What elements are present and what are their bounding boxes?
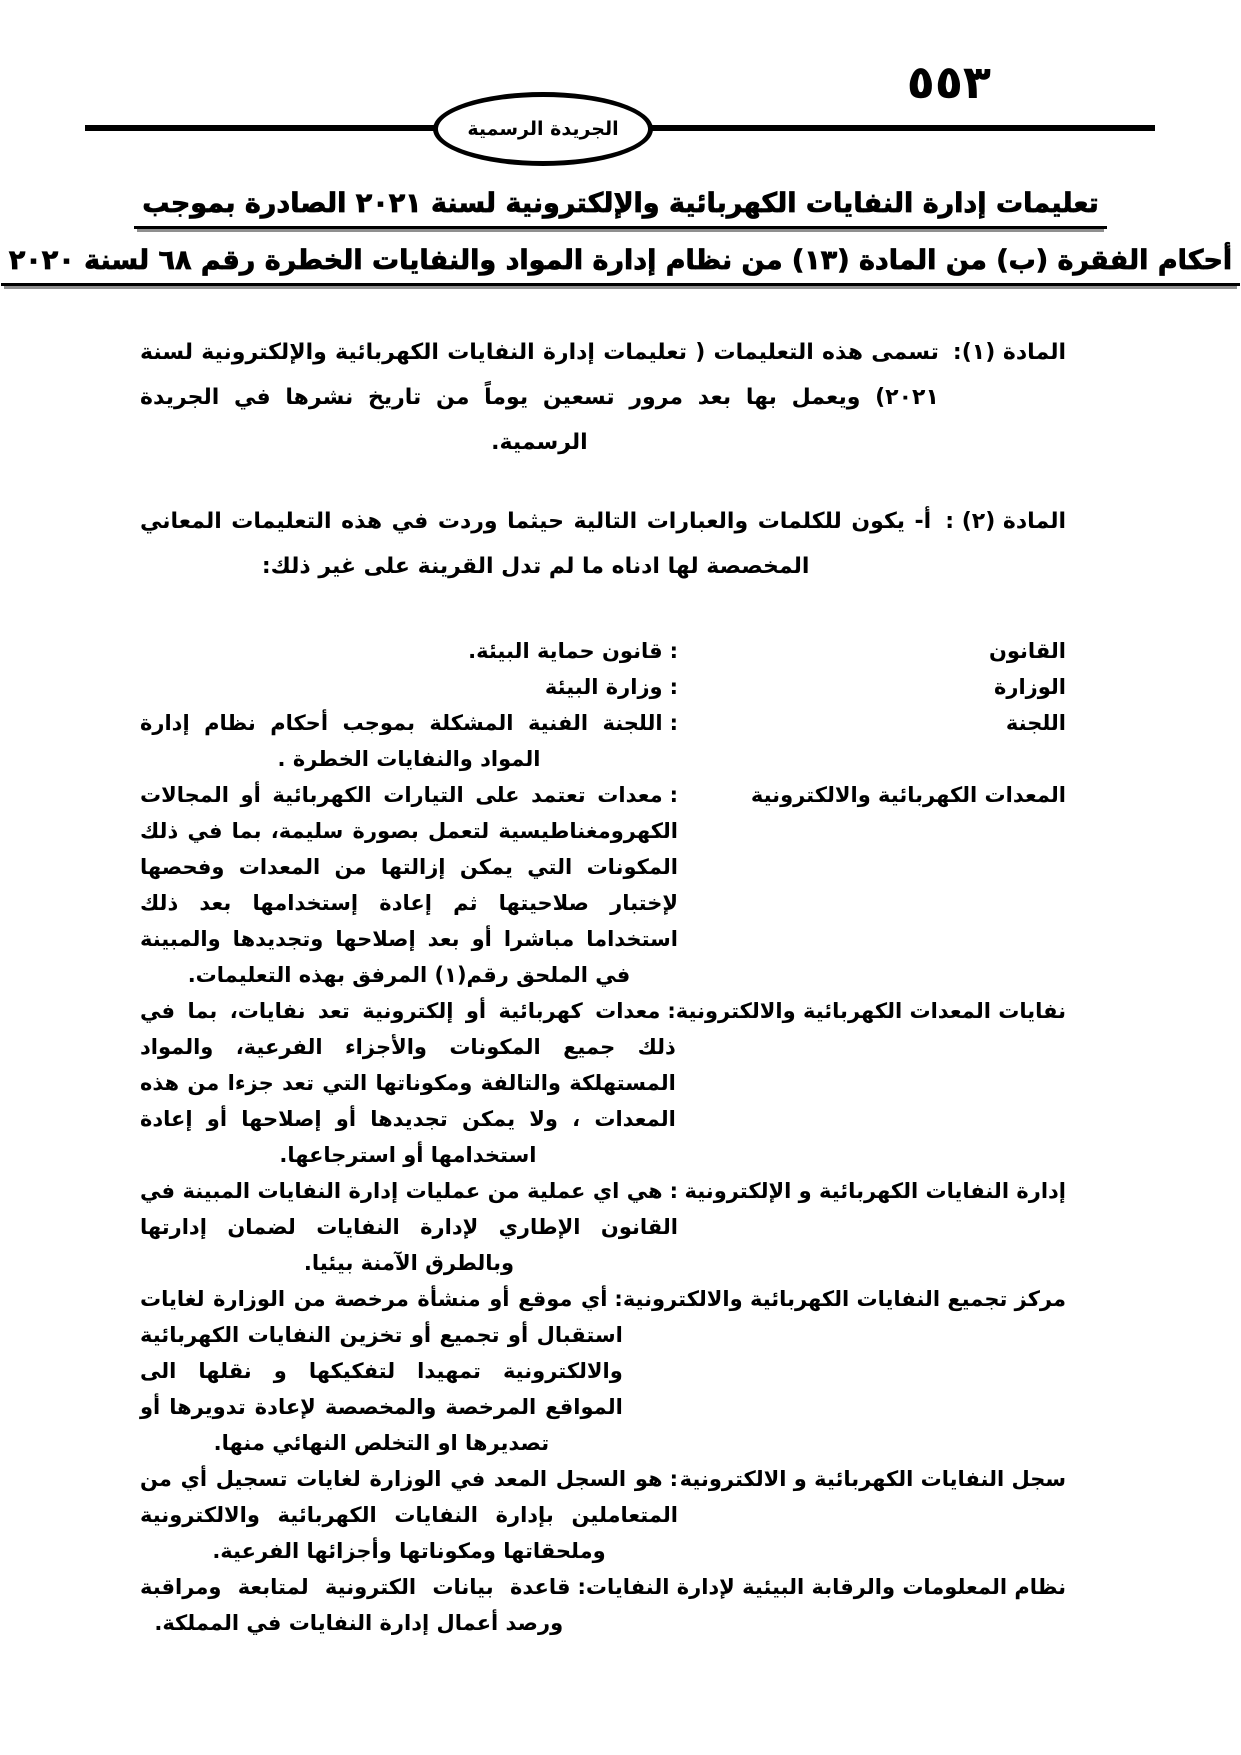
- definition-separator: :: [669, 1179, 678, 1203]
- definition-row: [140, 993, 1066, 1173]
- definitions-list: [140, 633, 1066, 1641]
- definition-text: أي موقع أو منشأة مرخصة من الوزارة لغايات استقبال أو تجميع أو تخزين النفايات الكهربائية والالكترونية تمهيدا لتفكيكها و نقلها الى المواقع المرخصة والمخصصة لإعادة تدويرها أو تصديرها او التخلص النهائي منها.: [140, 1287, 623, 1455]
- definition-term: مركز تجميع النفايات الكهربائية والالكترونية: [622, 1287, 1066, 1311]
- definition-term: نظام المعلومات والرقابة البيئية لإدارة النفايات:: [577, 1575, 1066, 1599]
- gazette-logo: [433, 92, 653, 166]
- definition-term: القانون: [988, 639, 1066, 663]
- article-1-text: تسمى هذه التعليمات ( تعليمات إدارة النفايات الكهربائية والإلكترونية لسنة ٢٠٢١) ويعمل بها بعد مرور تسعين يوماً من تاريخ نشرها في الجريدة الرسمية.: [140, 340, 939, 455]
- definition-separator: :: [614, 1287, 623, 1311]
- article-1: [140, 330, 1066, 465]
- definition-body: [140, 1461, 678, 1569]
- definition-row: [140, 633, 1066, 669]
- definition-term: اللجنة: [1005, 711, 1066, 735]
- definition-row: [140, 1569, 1066, 1641]
- definition-text: قاعدة بيانات الكترونية لمتابعة ومراقبة ورصد أعمال إدارة النفايات في المملكة.: [140, 1575, 571, 1635]
- definition-body: [140, 1569, 577, 1641]
- title-line-1: تعليمات إدارة النفايات الكهربائية والإلكترونية لسنة ٢٠٢١ الصادرة بموجب: [134, 188, 1107, 229]
- definition-row: [140, 669, 1066, 705]
- definition-row: [140, 777, 1066, 993]
- definition-body: [140, 705, 678, 777]
- definition-term: سجل النفايات الكهربائية و الالكترونية: [679, 1467, 1066, 1491]
- definition-separator: :: [669, 675, 678, 699]
- article-2: [140, 499, 1066, 589]
- definition-separator: :: [669, 711, 678, 735]
- document-title: [0, 188, 1241, 302]
- definition-separator: :: [667, 999, 676, 1023]
- definition-term: المعدات الكهربائية والالكترونية: [750, 783, 1066, 807]
- article-1-label: المادة (١):: [952, 340, 1066, 365]
- title-line-2: أحكام الفقرة (ب) من المادة (١٣) من نظام إدارة المواد والنفايات الخطرة رقم ٦٨ لسنة ٢٠٢٠: [1, 245, 1240, 286]
- definition-text: قانون حماية البيئة.: [468, 639, 663, 663]
- definition-term: إدارة النفايات الكهربائية و الإلكترونية: [684, 1179, 1066, 1203]
- definition-row: [140, 1173, 1066, 1281]
- definition-body: [140, 1173, 678, 1281]
- definition-row: [140, 1281, 1066, 1461]
- definition-text: معدات تعتمد على التيارات الكهربائية أو المجالات الكهرومغناطيسية لتعمل بصورة سليمة، بما في ذلك المكونات التي يمكن إزالتها من المعدات وفحصها لإختبار صلاحيتها ثم إعادة إستخدامها بعد ذلك استخداما مباشرا أو بعد إصلاحها وتجديدها والمبينة في الملحق رقم(١) المرفق بهذه التعليمات.: [140, 783, 678, 987]
- definition-separator: :: [669, 783, 678, 807]
- definition-text: هي اي عملية من عمليات إدارة النفايات المبينة في القانون الإطاري لإدارة النفايات لضمان إدارتها وبالطرق الآمنة بيئيا.: [140, 1179, 678, 1275]
- definition-term: الوزارة: [993, 675, 1066, 699]
- definition-text: معدات كهربائية أو إلكترونية تعد نفايات، بما في ذلك جميع المكونات والأجزاء الفرعية، والمواد المستهلكة والتالفة ومكوناتها التي تعد جزءا من هذه المعدات ، ولا يمكن تجديدها أو إصلاحها أو إعادة استخدامها أو استرجاعها.: [140, 999, 676, 1167]
- page-number: ٥٥٣: [906, 55, 991, 109]
- definition-term: نفايات المعدات الكهربائية والالكترونية: [675, 999, 1066, 1023]
- definition-text: اللجنة الفنية المشكلة بموجب أحكام نظام إدارة المواد والنفايات الخطرة .: [140, 711, 663, 771]
- article-2-label: المادة (٢) :: [945, 509, 1066, 534]
- definition-body: [140, 633, 678, 669]
- definition-text: هو السجل المعد في الوزارة لغايات تسجيل أي من المتعاملين بإدارة النفايات الكهربائية والالكترونية وملحقاتها ومكوناتها وأجزائها الفرعية.: [140, 1467, 678, 1563]
- gazette-logo-label: الجريدة الرسمية: [467, 118, 619, 140]
- definition-body: [140, 993, 676, 1173]
- definition-body: [140, 1281, 623, 1461]
- definition-separator: :: [669, 639, 678, 663]
- definition-text: وزارة البيئة: [544, 675, 663, 699]
- document-body: [140, 330, 1066, 1641]
- definition-body: [140, 669, 678, 705]
- article-2-text: أ- يكون للكلمات والعبارات التالية حيثما وردت في هذه التعليمات المعاني المخصصة لها ادناه ما لم تدل القرينة على غير ذلك:: [140, 509, 932, 579]
- definition-row: [140, 705, 1066, 777]
- definition-body: [140, 777, 678, 993]
- definition-row: [140, 1461, 1066, 1569]
- definition-separator: :: [669, 1467, 678, 1491]
